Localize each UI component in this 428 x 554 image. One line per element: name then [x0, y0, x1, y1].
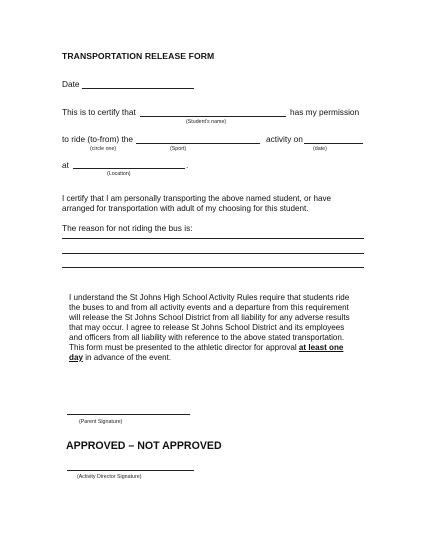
date-field[interactable]: [82, 88, 194, 89]
rules-line-6-text: This form must be presented to the athletic director for approval: [69, 343, 297, 352]
rules-line-5: and officers from all liability with reference to the above stated transportation.: [69, 333, 345, 342]
parent-signature-field[interactable]: [67, 414, 190, 415]
form-title: TRANSPORTATION RELEASE FORM: [62, 51, 215, 61]
ride-prefix: to ride (to-from) the: [62, 134, 134, 144]
reason-label: The reason for not riding the bus is:: [62, 223, 193, 233]
at-period: .: [186, 160, 189, 170]
certify-paragraph: [62, 194, 331, 214]
rules-emphasis-at-least-one: at least one: [298, 343, 344, 352]
rules-line-4: that may occur. I agree to release St Johns School District and its employees: [69, 323, 345, 332]
director-signature-field[interactable]: [67, 470, 194, 471]
date-caption: (date): [313, 146, 327, 152]
student-name-caption: (Student's name): [186, 119, 227, 125]
rules-line-1: I understand the St Johns High School Activity Rules require that students ride: [69, 293, 350, 302]
approval-heading: APPROVED – NOT APPROVED: [66, 440, 222, 452]
activity-on-label: activity on: [266, 134, 303, 144]
sport-field[interactable]: [136, 143, 260, 144]
parent-signature-caption: (Parent Signature): [79, 419, 123, 425]
date-label: Date: [62, 79, 80, 89]
certify-line-2: arranged for transportation with adult of my choosing for this student.: [62, 204, 309, 213]
rules-line-2: the buses to and from all activity events and a departure from this requirement: [69, 303, 349, 312]
circle-one-caption: (circle one): [90, 146, 117, 152]
director-signature-caption: (Activity Director Signature): [77, 474, 142, 480]
at-label: at: [62, 160, 69, 170]
rules-line-7: [69, 353, 350, 363]
rules-paragraph: [69, 293, 350, 363]
rules-emphasis-day: day: [69, 353, 83, 362]
certify-prefix: This is to certify that: [62, 107, 136, 117]
location-field[interactable]: [73, 168, 185, 169]
reason-line-3[interactable]: [62, 267, 364, 268]
rules-line-3: will release the St Johns School District from all liability for any adverse results: [69, 313, 350, 322]
rules-line-6: [69, 343, 350, 353]
sport-caption: (Sport): [170, 146, 187, 152]
student-name-field[interactable]: [140, 116, 286, 117]
reason-line-2[interactable]: [62, 253, 364, 254]
rules-line-7-text: in advance of the event.: [82, 353, 172, 362]
certify-line-1: I certify that I am personally transporting the above named student, or have: [62, 194, 332, 203]
activity-date-field[interactable]: [304, 143, 363, 144]
reason-line-1[interactable]: [62, 238, 364, 239]
certify-suffix: has my permission: [290, 107, 360, 117]
location-caption: (Location): [107, 171, 131, 177]
